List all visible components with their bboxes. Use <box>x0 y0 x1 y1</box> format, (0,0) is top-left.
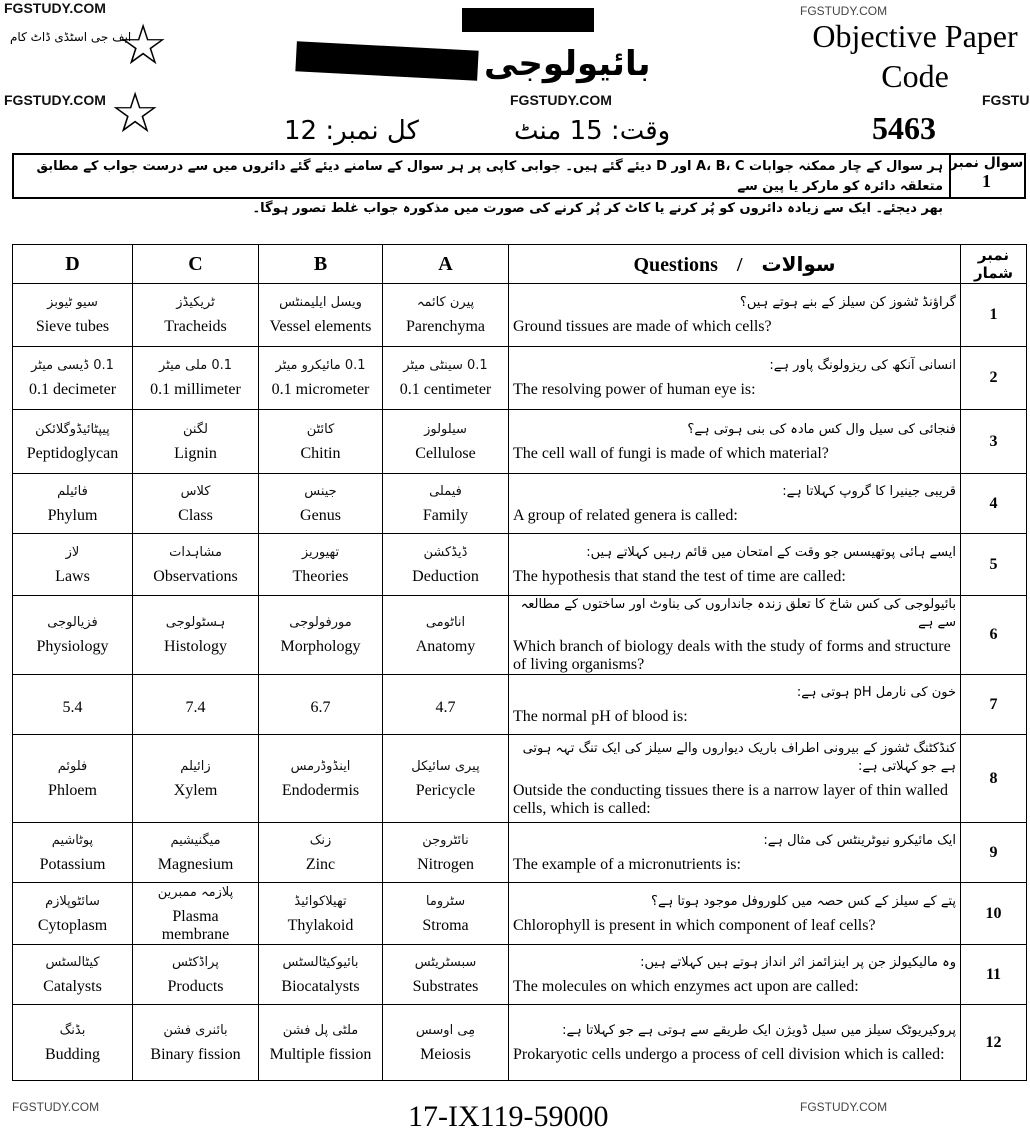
option-b <box>259 474 383 534</box>
instructions-box <box>12 153 1026 216</box>
instructions-text <box>14 155 951 216</box>
table-row <box>13 1005 1027 1081</box>
option-b-urdu: تھیلاکوائیڈ <box>294 893 347 909</box>
question-rows <box>13 284 1027 1081</box>
option-c-english: Class <box>178 506 213 524</box>
table-row <box>13 284 1027 347</box>
option-d-english: Potassium <box>39 855 106 873</box>
question-urdu: فنجائی کی سیل وال کس مادہ کی بنی ہوتی ہے؟ <box>687 421 956 437</box>
option-d-english: Phloem <box>48 781 97 799</box>
question-text <box>509 474 961 534</box>
option-c-english: Xylem <box>173 781 218 799</box>
option-c <box>133 596 259 675</box>
question-urdu: قریبی جینیرا کا گروپ کہلاتا ہے: <box>782 483 956 499</box>
watermark-right-mid: FGSTU <box>982 92 1030 108</box>
option-d-english: Catalysts <box>43 977 102 995</box>
option-d <box>13 347 133 410</box>
option-c-urdu: ہسٹولوجی <box>165 615 226 630</box>
option-d <box>13 534 133 596</box>
watermark-center: FGSTUDY.COM <box>510 92 612 108</box>
option-c-english: Histology <box>163 638 228 655</box>
question-english: Ground tissues are made of which cells? <box>513 318 772 335</box>
question-text <box>509 284 961 347</box>
question-number-cell: 5 <box>961 534 1027 596</box>
option-b-urdu: تھیوریز <box>301 544 340 560</box>
option-a-english: Cellulose <box>415 444 476 462</box>
option-c <box>133 474 259 534</box>
paper-code-number: 5463 <box>872 110 936 146</box>
option-b-urdu: زنک <box>309 832 332 848</box>
option-a-english: Substrates <box>412 977 479 995</box>
option-b <box>259 410 383 474</box>
option-c-urdu: لگنن <box>183 421 208 437</box>
option-b <box>259 883 383 945</box>
option-a <box>383 284 509 347</box>
instructions-line-2: بھر دیجئے۔ ایک سے زیادہ دائروں کو پُر کرنے یا کاٹ کر پُر کرنے کی صورت میں مذکورہ جواب غلط تصور ہوگا۔ <box>252 201 943 216</box>
option-b-urdu: ملٹی پل فشن <box>282 1022 359 1038</box>
option-c-english: Tracheids <box>164 318 227 335</box>
option-d <box>13 410 133 474</box>
total-marks: کل نمبر: 12 <box>284 116 419 146</box>
question-urdu: گراؤنڈ ٹشوز کن سیلز کے بنے ہوتے ہیں؟ <box>739 295 956 310</box>
star-icon: ☆ <box>118 15 169 77</box>
watermark-left-mid: FGSTUDY.COM <box>4 92 106 108</box>
redaction-bar <box>295 41 478 80</box>
watermark-top-right: FGSTUDY.COM <box>800 4 888 18</box>
option-c-english: 7.4 <box>185 698 206 716</box>
option-a-urdu: پیرن کائمہ <box>416 295 475 310</box>
option-d-english: 5.4 <box>62 698 83 716</box>
question-english: The molecules on which enzymes act upon are called: <box>513 977 859 995</box>
option-b-urdu: ویسل ایلیمنٹس <box>279 295 362 310</box>
option-d <box>13 474 133 534</box>
option-b <box>259 284 383 347</box>
option-a <box>383 1005 509 1081</box>
question-number-label: سوال نمبر <box>949 155 1024 171</box>
col-header-c: C <box>133 245 259 284</box>
option-a-urdu: سیلولوز <box>424 421 467 437</box>
option-b-urdu: کائٹن <box>306 421 335 437</box>
option-a-english: 0.1 centimeter <box>399 381 492 398</box>
watermark-top-left: FGSTUDY.COM <box>4 0 106 16</box>
option-d-urdu: سائٹوپلازم <box>45 893 100 909</box>
table-row <box>13 596 1027 675</box>
option-b-english: Vessel elements <box>269 318 372 335</box>
option-c-english: Products <box>167 977 224 995</box>
option-a <box>383 474 509 534</box>
question-number-cell: 2 <box>961 347 1027 410</box>
option-a-english: Meiosis <box>420 1045 471 1063</box>
option-b <box>259 596 383 675</box>
option-c <box>133 1005 259 1081</box>
question-number-cell: 9 <box>961 823 1027 883</box>
col-header-serial: نمبر شمار <box>961 245 1027 284</box>
option-d-urdu: فائیلم <box>57 483 88 499</box>
option-d <box>13 735 133 823</box>
question-number-cell: 12 <box>961 1005 1027 1081</box>
redaction-bar <box>462 8 594 32</box>
option-a-english: Deduction <box>412 567 479 585</box>
option-d-english: Physiology <box>36 638 109 655</box>
option-b-urdu: 0.1 مائیکرو میٹر <box>275 358 366 373</box>
option-c-urdu: زائیلم <box>180 758 211 774</box>
option-c <box>133 284 259 347</box>
watermark-top-left-urdu: ایف جی اسٹڈی ڈاٹ کام <box>10 30 132 44</box>
board-title: بائیولوجی <box>484 44 651 84</box>
question-english: The resolving power of human eye is: <box>513 381 756 398</box>
option-c-urdu: بائنری فشن <box>163 1022 228 1038</box>
option-b <box>259 1005 383 1081</box>
option-d-english: Laws <box>55 567 90 585</box>
option-c-english: Lignin <box>174 444 217 462</box>
table-row <box>13 823 1027 883</box>
option-a-english: Family <box>422 506 469 524</box>
question-text <box>509 675 961 735</box>
question-number-cell: 7 <box>961 675 1027 735</box>
table-row <box>13 883 1027 945</box>
question-number-cell: 3 <box>961 410 1027 474</box>
question-number: 1 <box>982 171 991 191</box>
option-b-english: Multiple fission <box>269 1045 372 1063</box>
question-number-cell: 6 <box>961 596 1027 675</box>
question-text <box>509 1005 961 1081</box>
option-a-urdu: پیری سائیکل <box>411 758 480 774</box>
table-row <box>13 410 1027 474</box>
option-d-urdu: لاز <box>65 544 80 560</box>
option-a-urdu: سٹروما <box>425 893 466 909</box>
instructions-line-1: ہر سوال کے چار ممکنہ جوابات A، B، C اور D دیئے گئے ہیں۔ جوابی کاپی پر ہر سوال کے سامنے دیئے گئے دائروں میں سے درست جواب کے مطابق متعلقہ دائرہ کو مارکر یا پین سے <box>36 159 943 194</box>
option-a-english: Stroma <box>422 916 469 934</box>
option-d <box>13 1005 133 1081</box>
option-c <box>133 675 259 735</box>
option-c <box>133 735 259 823</box>
option-b-english: Thylakoid <box>287 916 354 934</box>
option-a-urdu: 0.1 سینٹی میٹر <box>403 358 488 373</box>
option-c-english: Binary fission <box>150 1045 241 1063</box>
option-d-english: Phylum <box>47 506 98 524</box>
option-a-urdu: فیملی <box>429 483 462 499</box>
table-row <box>13 945 1027 1005</box>
option-b <box>259 534 383 596</box>
question-text <box>509 347 961 410</box>
col-header-a: A <box>383 245 509 284</box>
question-english: Prokaryotic cells undergo a process of cell division which is called: <box>513 1045 945 1063</box>
question-urdu: بائیولوجی کی کس شاخ کا تعلق زندہ جانداروں کی بناوٹ اور ساختوں کے مطالعہ سے ہے <box>520 597 956 630</box>
option-c <box>133 823 259 883</box>
option-b-english: Biocatalysts <box>281 977 360 995</box>
option-b-urdu: اینڈوڈرمس <box>290 758 351 774</box>
question-urdu: وہ مالیکیولز جن پر اینزائمز اثر انداز ہوتے ہیں کہلاتے ہیں: <box>640 954 956 970</box>
question-english: The cell wall of fungi is made of which material? <box>513 444 829 462</box>
option-a-urdu: ڈیڈکشن <box>423 544 468 560</box>
question-urdu: انسانی آنکھ کی ریزولونگ پاور ہے: <box>769 358 956 373</box>
question-text <box>509 823 961 883</box>
option-d <box>13 284 133 347</box>
option-d-urdu: 0.1 ڈیسی میٹر <box>31 358 114 373</box>
option-b-english: Theories <box>292 567 349 585</box>
option-b-english: 6.7 <box>310 698 331 716</box>
option-a <box>383 735 509 823</box>
question-english: A group of related genera is called: <box>513 506 738 524</box>
option-b <box>259 823 383 883</box>
option-d <box>13 823 133 883</box>
option-c <box>133 534 259 596</box>
option-a <box>383 347 509 410</box>
option-a <box>383 596 509 675</box>
option-a-english: Nitrogen <box>417 855 474 873</box>
option-d-urdu: فلوئم <box>57 758 88 774</box>
question-number-cell: 11 <box>961 945 1027 1005</box>
option-c <box>133 347 259 410</box>
option-b-english: Chitin <box>300 444 341 462</box>
question-table <box>12 244 1027 1081</box>
objective-paper-label: Objective Paper <box>812 18 1018 54</box>
question-english: The example of a micronutrients is: <box>513 855 741 873</box>
question-urdu: پروکیریوٹک سیلز میں سیل ڈویژن ایک طریقے سے ہوتی ہے جو کہلاتا ہے: <box>562 1022 956 1038</box>
question-urdu: کنڈکٹنگ ٹشوز کے بیرونی اطراف باریک دیواروں والے سیلز کی ایک تنگ تہہ ہوتی ہے جو کہلاتی ہے: <box>522 740 956 774</box>
question-urdu: خون کی نارمل pH ہوتی ہے: <box>796 684 956 700</box>
question-number-box <box>949 155 1024 197</box>
option-d-english: Sieve tubes <box>35 318 110 335</box>
option-a-urdu: نائٹروجن <box>422 832 469 848</box>
table-row <box>13 347 1027 410</box>
question-text <box>509 534 961 596</box>
star-icon: ☆ <box>110 83 161 145</box>
option-b-urdu: مورفولوجی <box>289 615 352 630</box>
option-c-urdu: 0.1 ملی میٹر <box>158 358 233 373</box>
option-a <box>383 883 509 945</box>
question-number-cell: 8 <box>961 735 1027 823</box>
question-number-cell: 1 <box>961 284 1027 347</box>
option-d-english: Peptidoglycan <box>26 444 119 462</box>
option-a <box>383 945 509 1005</box>
option-b-urdu: بائیوکیٹالسٹس <box>282 954 359 970</box>
question-text <box>509 596 961 675</box>
option-b-urdu: جینس <box>304 483 337 499</box>
option-a-urdu: اناٹومی <box>425 615 466 630</box>
option-d-urdu: پوٹاشیم <box>51 832 94 848</box>
option-a <box>383 534 509 596</box>
question-text <box>509 735 961 823</box>
option-d-english: 0.1 decimeter <box>28 381 117 398</box>
option-a-english: 4.7 <box>435 698 456 716</box>
option-c <box>133 410 259 474</box>
option-d <box>13 883 133 945</box>
table-row <box>13 675 1027 735</box>
table-row <box>13 474 1027 534</box>
col-header-d: D <box>13 245 133 284</box>
question-english: Which branch of biology deals with the study of forms and structure of living organisms? <box>513 638 951 673</box>
option-d <box>13 675 133 735</box>
option-c-urdu: پلازمہ ممبرین <box>157 884 234 900</box>
option-c-english: Plasma membrane <box>161 907 230 943</box>
option-d-urdu: سیو ٹیوبز <box>47 295 98 310</box>
option-b <box>259 675 383 735</box>
question-english: Outside the conducting tissues there is a narrow layer of thin walled cells, which is called: <box>513 781 948 817</box>
option-c-urdu: پراڈکٹس <box>172 954 219 970</box>
option-d-urdu: بڈنگ <box>59 1022 86 1038</box>
table-row <box>13 534 1027 596</box>
question-english: Chlorophyll is present in which component of leaf cells? <box>513 916 876 934</box>
option-d <box>13 596 133 675</box>
option-c-english: Magnesium <box>157 855 234 873</box>
option-a <box>383 675 509 735</box>
question-urdu: ایسے ہائی پوتھیسس جو وقت کے امتحان میں قائم رہیں کہلاتے ہیں: <box>586 544 956 560</box>
option-c-urdu: مشاہدات <box>169 544 222 560</box>
option-d-urdu: فزیالوجی <box>47 615 98 630</box>
option-c-urdu: ٹریکیڈز <box>176 295 215 310</box>
questions-label-en: Questions <box>633 253 718 276</box>
watermark-bottom-right: FGSTUDY.COM <box>800 1100 888 1114</box>
watermark-bottom-left: FGSTUDY.COM <box>12 1100 100 1114</box>
option-b <box>259 347 383 410</box>
option-d-urdu: پیپٹائیڈوگلائکن <box>35 421 110 437</box>
col-header-b: B <box>259 245 383 284</box>
option-d <box>13 945 133 1005</box>
option-c-english: Observations <box>153 567 238 585</box>
option-b <box>259 735 383 823</box>
time-allowed: وقت: 15 منٹ <box>514 116 671 146</box>
questions-label-ur: سوالات <box>761 251 836 276</box>
option-a-urdu: مِی اوسس <box>415 1022 476 1038</box>
option-d-english: Cytoplasm <box>37 916 108 934</box>
option-d-english: Budding <box>44 1045 101 1063</box>
question-number-cell: 10 <box>961 883 1027 945</box>
question-number-cell: 4 <box>961 474 1027 534</box>
table-row <box>13 735 1027 823</box>
question-english: The hypothesis that stand the test of time are called: <box>513 567 846 585</box>
option-a-english: Anatomy <box>415 638 476 655</box>
option-a <box>383 410 509 474</box>
col-header-questions: Questions / سوالات <box>509 245 961 284</box>
option-a-urdu: سبسٹریٹس <box>414 954 477 970</box>
option-c-english: 0.1 millimeter <box>150 381 241 398</box>
option-c-urdu: میگنیشیم <box>170 832 221 848</box>
option-b-english: Zinc <box>305 855 336 873</box>
option-c <box>133 945 259 1005</box>
question-text <box>509 883 961 945</box>
table-header-row <box>13 245 1027 284</box>
question-text <box>509 410 961 474</box>
option-b <box>259 945 383 1005</box>
question-english: The normal pH of blood is: <box>513 707 688 725</box>
option-b-english: Morphology <box>280 638 361 655</box>
footer-paper-code: 17-IX119-59000 <box>408 1100 609 1133</box>
option-a <box>383 823 509 883</box>
option-b-english: Endodermis <box>281 781 360 799</box>
option-b-english: Genus <box>300 506 341 524</box>
option-a-english: Pericycle <box>415 781 476 799</box>
question-urdu: پتے کے سیلز کے کس حصہ میں کلوروفل موجود ہوتا ہے؟ <box>651 893 956 909</box>
option-b-english: 0.1 micrometer <box>271 381 370 398</box>
option-d-urdu: کیٹالسٹس <box>45 954 100 970</box>
option-a-english: Parenchyma <box>405 318 486 335</box>
code-label: Code <box>881 58 949 94</box>
question-text <box>509 945 961 1005</box>
option-c <box>133 883 259 945</box>
question-urdu: ایک مائیکرو نیوٹرینٹس کی مثال ہے: <box>763 832 956 848</box>
option-c-urdu: کلاس <box>180 483 211 499</box>
